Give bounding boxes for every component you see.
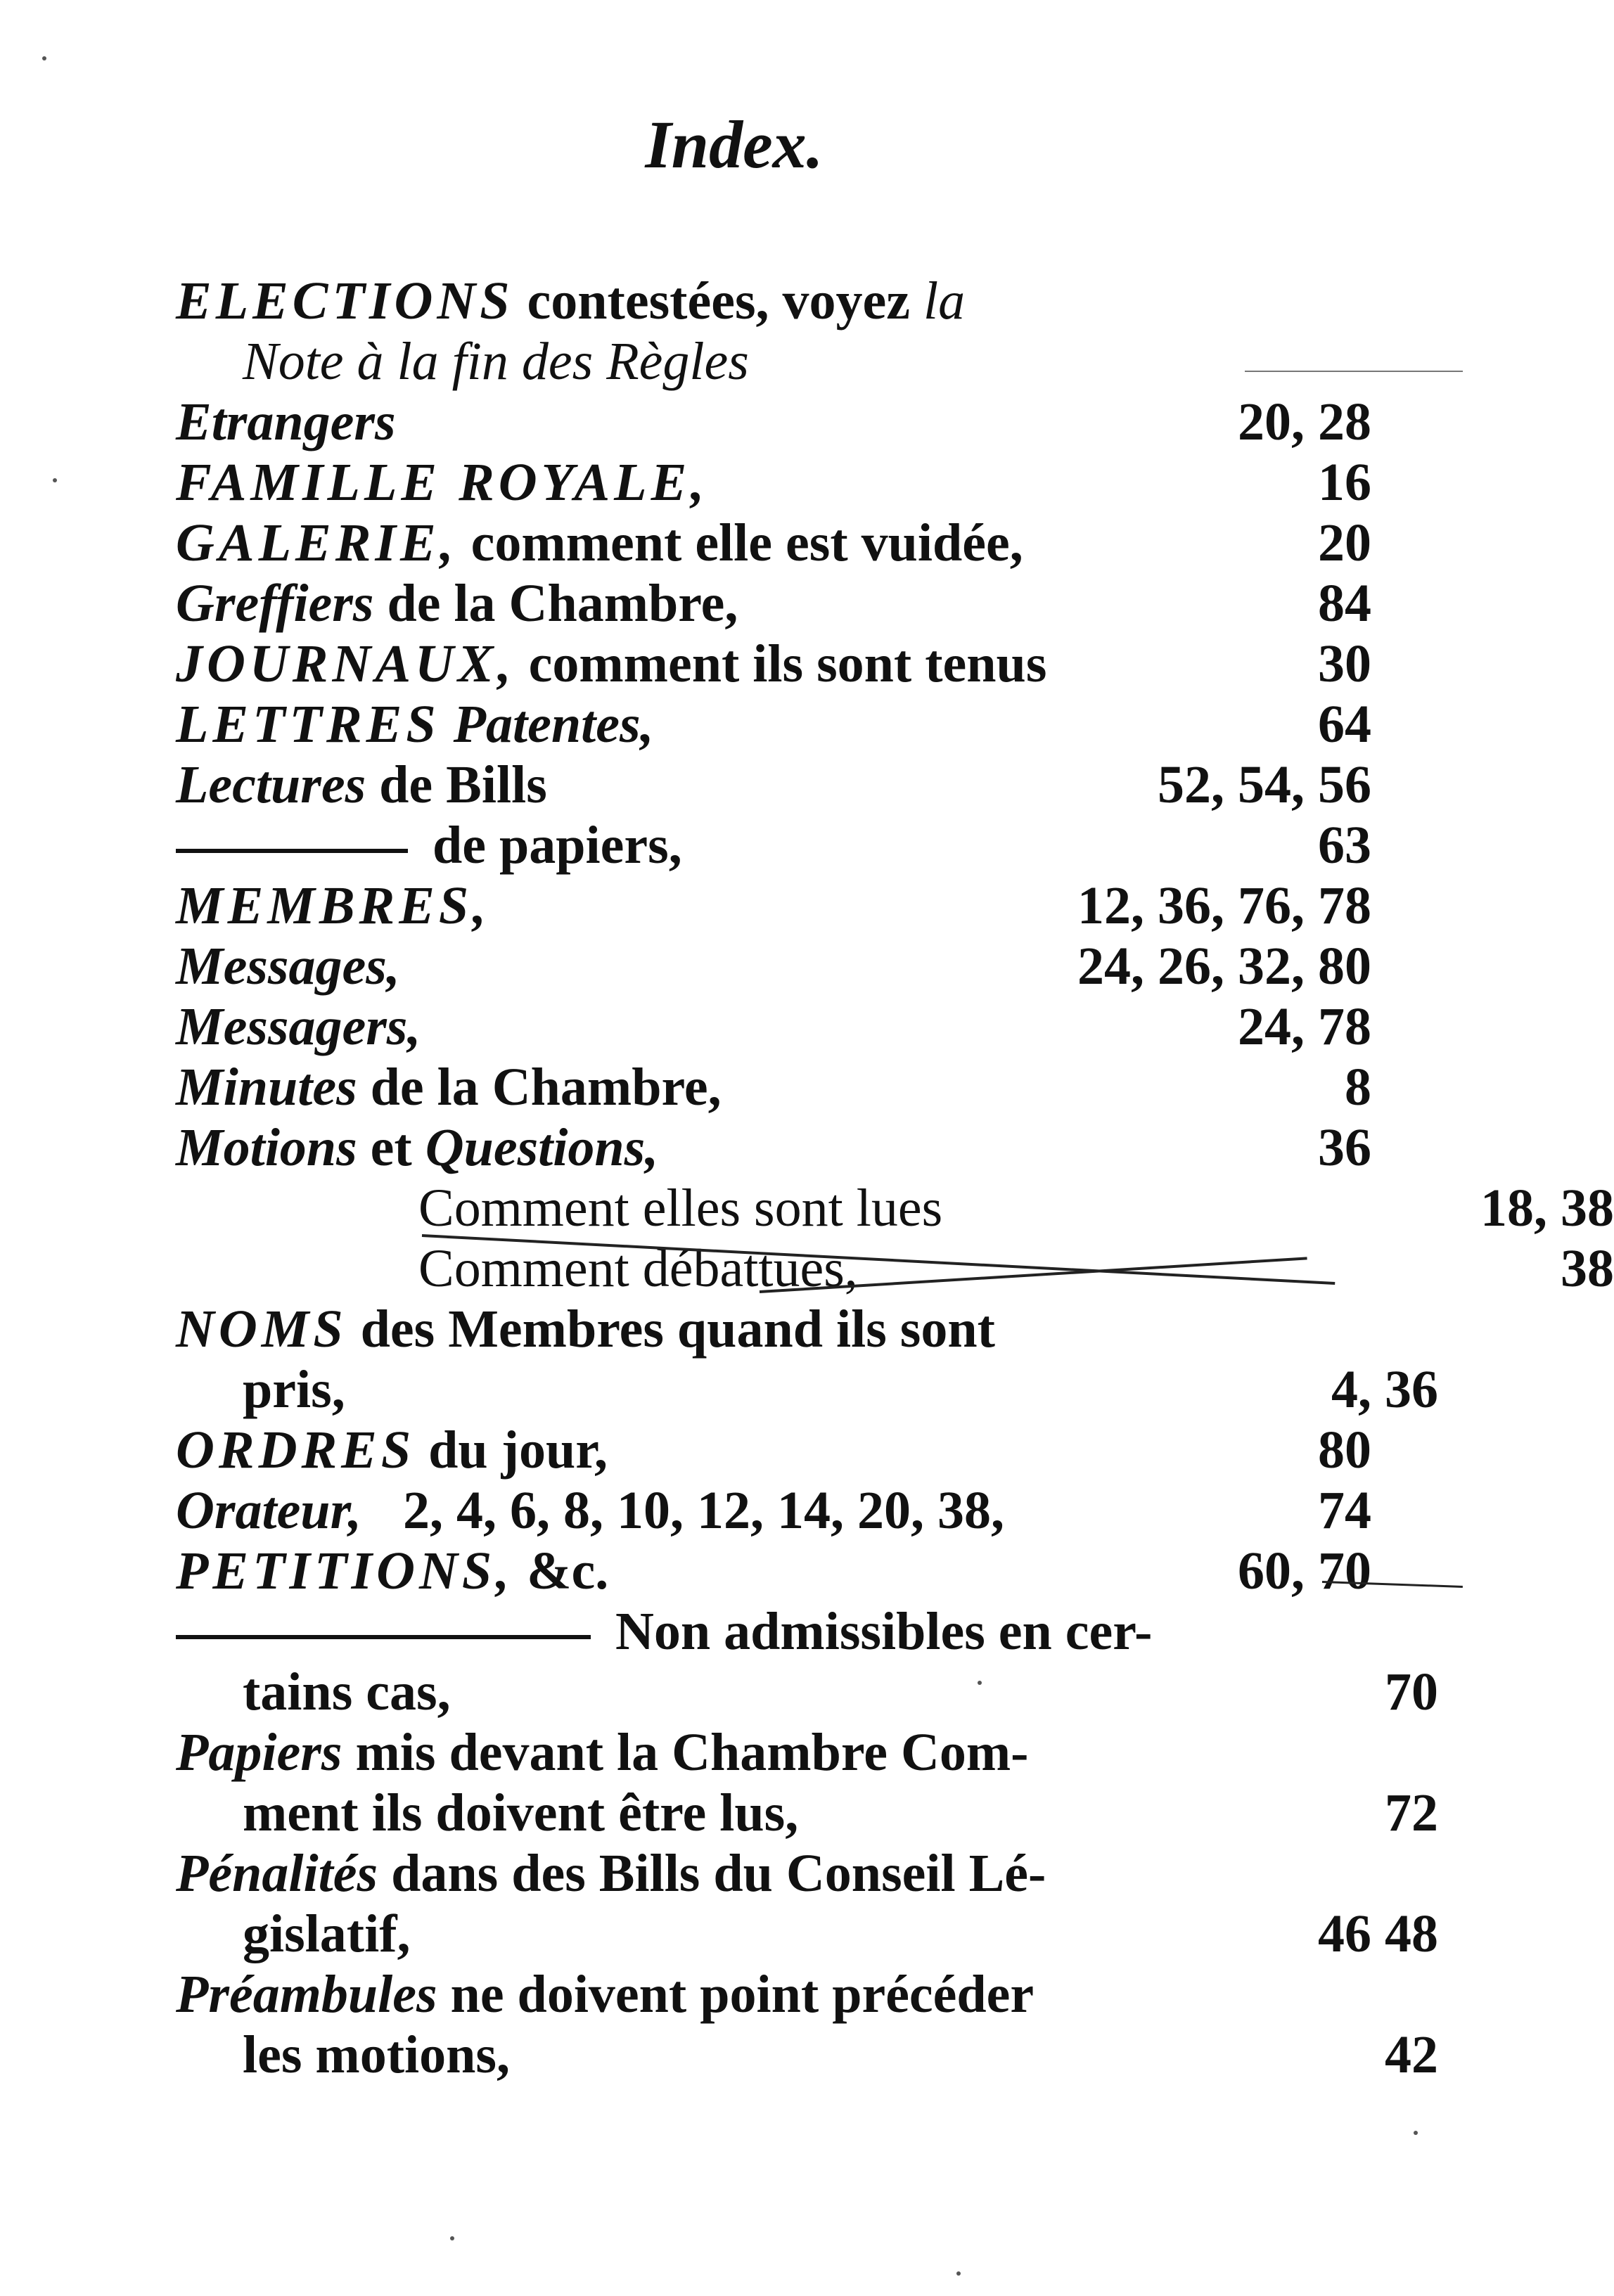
entry-pages: 36 (1318, 1118, 1371, 1177)
entry-key: NOMS (176, 1300, 347, 1359)
index-entry-continuation (176, 1904, 1438, 1964)
entry-pages: 70 (1385, 1662, 1438, 1721)
index-entry (176, 452, 1371, 513)
index-entry (176, 876, 1371, 936)
entry-pages: 16 (1318, 453, 1371, 512)
index-entry-continuation (176, 1783, 1438, 1843)
entry-key: GALERIE, (176, 513, 458, 572)
entry-key: MEMBRES, (176, 876, 491, 935)
entry-pages: 72 (1385, 1783, 1438, 1842)
entry-text: Comment débattues, (418, 1239, 858, 1298)
entry-text: comment elle est vuidée, (470, 513, 1023, 572)
entry-text-italic: Questions, (425, 1118, 659, 1177)
entry-key: Minutes (176, 1058, 357, 1117)
entry-text: Comment elles sont lues (418, 1179, 943, 1238)
ditto-dash (176, 849, 408, 853)
entry-text: ne doivent point précéder (450, 1965, 1035, 2024)
entry-text: gislatif, (243, 1904, 411, 1963)
entry-key: PETITIONS, (176, 1541, 514, 1601)
entry-text: de la Chambre, (370, 1058, 722, 1117)
entry-pages: 52, 54, 56 (1158, 755, 1371, 814)
entry-text: Non admissibles en cer- (615, 1602, 1153, 1661)
index-entry-continuation (176, 2025, 1438, 2085)
index-entry (176, 1964, 1371, 2025)
scan-speck (450, 2236, 454, 2240)
index-entry-continuation (176, 1662, 1438, 1722)
scan-speck (42, 56, 46, 60)
index-entry-continuation (176, 1359, 1438, 1420)
entry-text: mis devant la Chambre Com- (355, 1723, 1029, 1782)
entry-text: les motions, (243, 2025, 510, 2084)
entry-pages: 20, 28 (1238, 392, 1371, 451)
index-entry (176, 1480, 1371, 1541)
entry-pages: 18, 38 (1480, 1179, 1614, 1238)
entry-text: et (370, 1118, 412, 1177)
index-entry (176, 573, 1371, 634)
entry-text: contestées, voyez (527, 271, 910, 331)
entry-pages: 24, 26, 32, 80 (1077, 937, 1371, 996)
entry-pages: 74 (1318, 1481, 1371, 1540)
index-entry (176, 694, 1371, 755)
entry-text: ment ils doivent être lus, (243, 1783, 799, 1842)
index-entry (176, 1541, 1371, 1601)
entry-key: FAMILLE ROYALE, (176, 453, 709, 512)
entry-pages: 60, 70 (1238, 1541, 1371, 1601)
index-entry-sub (176, 1601, 1371, 1662)
entry-text-italic: Note à la fin des Règles (243, 332, 749, 391)
entry-pages: 80 (1318, 1420, 1371, 1480)
scan-line (1245, 371, 1463, 372)
index-entry (176, 1299, 1371, 1359)
entry-key: Greffiers (176, 574, 374, 633)
scan-speck (956, 2271, 961, 2276)
entry-pages: 4, 36 (1331, 1360, 1438, 1419)
index-entry (176, 392, 1371, 452)
entry-pages: 8 (1345, 1058, 1371, 1117)
entry-pages: 12, 36, 76, 78 (1077, 876, 1371, 935)
entry-key: ORDRES (176, 1420, 416, 1480)
index-entry (176, 513, 1371, 573)
index-entry-sub (176, 1178, 1614, 1238)
entry-pages: 63 (1318, 816, 1371, 875)
entry-text: dans des Bills du Conseil Lé- (391, 1844, 1046, 1903)
entry-text: 2, 4, 6, 8, 10, 12, 14, 20, 38, (402, 1481, 1004, 1540)
entry-text: comment ils sont tenus (528, 634, 1047, 693)
index-entry (176, 1117, 1371, 1178)
entry-pages: 38 (1561, 1239, 1614, 1298)
entry-key: Messagers, (176, 997, 421, 1056)
entry-text: des Membres quand ils sont (360, 1300, 995, 1359)
entry-pages: 30 (1318, 634, 1371, 693)
entry-pages: 24, 78 (1238, 997, 1371, 1056)
index-entry (176, 1722, 1371, 1783)
scan-speck (978, 1681, 982, 1685)
entry-key: JOURNAUX, (176, 634, 515, 693)
entry-key: ELECTIONS (176, 271, 514, 331)
index-entry (176, 936, 1371, 996)
entry-pages: 20 (1318, 513, 1371, 572)
entry-text: &c. (527, 1541, 609, 1601)
scan-speck (1414, 2131, 1418, 2135)
entry-key: Pénalités (176, 1844, 378, 1903)
entry-key: Messages, (176, 937, 400, 996)
scan-speck (53, 478, 57, 482)
ditto-dash (176, 1635, 591, 1639)
index-entry-sub (176, 815, 1371, 876)
entry-key: Etrangers (176, 392, 396, 451)
entry-pages: 84 (1318, 574, 1371, 633)
entry-pages: 64 (1318, 695, 1371, 754)
entry-text: du jour, (428, 1420, 608, 1480)
entry-key: LETTRES (176, 695, 440, 754)
index-entry (176, 271, 1371, 331)
entry-text: pris, (243, 1360, 345, 1419)
entry-pages: 46 48 (1318, 1904, 1438, 1963)
index-entry (176, 1843, 1371, 1904)
index-entry-continuation (176, 331, 1438, 392)
entry-pages: 42 (1385, 2025, 1438, 2084)
entry-key: Motions (176, 1118, 357, 1177)
page-title: Index. (645, 107, 824, 182)
index-entry (176, 1420, 1371, 1480)
index-entry (176, 996, 1371, 1057)
index-entry (176, 1057, 1371, 1117)
entry-text: de Bills (379, 755, 547, 814)
entry-key: Papiers (176, 1723, 342, 1782)
entry-text: de papiers, (433, 816, 682, 875)
entry-text-italic: Patentes, (453, 695, 654, 754)
entry-text: de la Chambre, (387, 574, 738, 633)
entry-key: Orateur, (176, 1481, 361, 1540)
index-entry (176, 755, 1371, 815)
index-entry-sub (176, 1238, 1614, 1299)
entry-text: tains cas, (243, 1662, 451, 1721)
index-entry (176, 634, 1371, 694)
entry-key: Préambules (176, 1965, 437, 2024)
entry-key: Lectures (176, 755, 366, 814)
entry-text-italic: la (923, 271, 966, 331)
